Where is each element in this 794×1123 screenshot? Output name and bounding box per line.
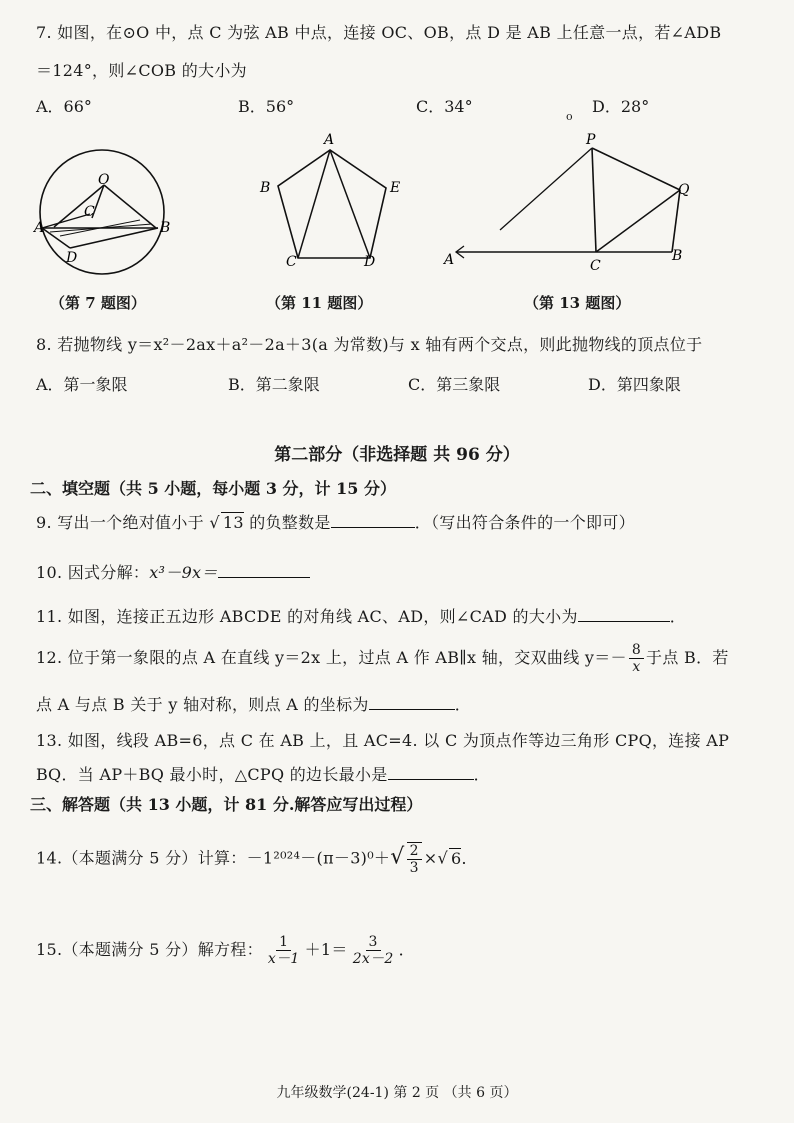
q14	[36, 842, 478, 876]
figure-7-caption: （第 7 题图）	[50, 294, 146, 312]
q11	[36, 604, 686, 627]
q9-suffix: ．（写出符合条件的一个即可）	[414, 513, 635, 532]
fig11-label-c: C	[286, 254, 297, 270]
q8-option-c: C．第三象限	[408, 375, 501, 394]
q15-prefix: 15.（本题满分 5 分）解方程：	[36, 940, 263, 959]
q15-mid: ＋1＝	[304, 940, 348, 959]
fig11-label-d: D	[364, 254, 376, 270]
q15-numerator-2: 3	[366, 934, 381, 951]
q14-times: ×	[423, 848, 438, 868]
fig11-label-b: B	[260, 180, 271, 196]
section3-heading: 三、解答题（共 13 小题，计 81 分.解答应写出过程）	[30, 795, 423, 814]
part2-title: 第二部分（非选择题 共 96 分）	[274, 445, 520, 465]
q10-answer-blank	[218, 577, 310, 578]
q14-denominator: 3	[409, 860, 419, 876]
q8-option-b: B．第二象限	[228, 375, 320, 394]
q12-prefix: 12. 位于第一象限的点 A 在直线 y＝2x 上，过点 A 作 AB∥x 轴，交双曲线 y＝－	[36, 648, 627, 667]
q15-denominator-2: 2x－2	[352, 951, 394, 967]
q7-option-c: C．34°	[416, 97, 473, 116]
q12-fraction	[629, 642, 644, 675]
q14-numerator: 2	[407, 843, 422, 860]
q12-line2	[36, 692, 471, 715]
q12-numerator: 8	[629, 642, 644, 659]
q14-prefix: 14.（本题满分 5 分）计算：－1²⁰²⁴－(π－3)⁰＋	[36, 848, 391, 868]
figure-11-diagram	[258, 128, 418, 278]
q11-suffix: ．	[669, 607, 687, 626]
sqrt-sign: √	[209, 513, 220, 532]
fig7-label-c: C	[84, 204, 95, 220]
q15-end: ．	[398, 940, 415, 959]
q15-denominator-1: x－1	[267, 951, 300, 967]
q9-prefix: 9. 写出一个绝对值小于	[36, 513, 210, 532]
q14-radicand: 6	[451, 848, 462, 868]
q10	[36, 560, 310, 583]
figure-13-caption: （第 13 题图）	[524, 294, 631, 312]
q8-option-d: D．第四象限	[588, 375, 681, 394]
q14-end: ．	[461, 848, 478, 868]
fig13-label-b: B	[672, 248, 683, 264]
q10-prefix: 10. 因式分解：	[36, 563, 150, 582]
fig13-label-a: A	[444, 252, 455, 268]
fig7-label-b: B	[160, 220, 171, 236]
q7-option-d: D．28°	[592, 97, 650, 116]
q12-line2-suffix: ．	[454, 695, 472, 714]
figure-7-diagram	[30, 140, 190, 280]
sqrt-sign: √	[390, 844, 405, 870]
q7-line2: ＝124°，则∠COB 的大小为	[36, 61, 247, 80]
q7-option-b: B．56°	[238, 97, 295, 116]
fig13-label-c: C	[590, 258, 601, 274]
q13-line1: 13. 如图，线段 AB=6，点 C 在 AB 上，且 AC=4. 以 C 为顶点作等边三角形 CPQ，连接 AP	[36, 731, 730, 750]
q15-fraction-1	[265, 934, 303, 967]
fig13-label-q: Q	[678, 182, 690, 198]
fig13-label-p: P	[586, 132, 596, 148]
fig11-label-a: A	[324, 132, 335, 148]
q12-line1	[36, 642, 729, 675]
q9-mid: 的负整数是	[243, 513, 331, 532]
q15	[36, 934, 415, 967]
q12-line2-text: 点 A 与点 B 关于 y 轴对称，则点 A 的坐标为	[36, 695, 369, 714]
q8-text: 8. 若抛物线 y＝x²－2ax＋a²－2a＋3(a 为常数)与 x 轴有两个交点，则此抛物线的顶点位于	[36, 335, 703, 354]
sqrt-sign: √	[437, 848, 448, 868]
q11-text: 11. 如图，连接正五边形 ABCDE 的对角线 AC、AD，则∠CAD 的大小为	[36, 607, 578, 626]
q13-answer-blank	[388, 779, 474, 780]
q9	[36, 510, 635, 533]
q9-radicand: 13	[222, 513, 244, 532]
q15-numerator-1: 1	[276, 934, 291, 951]
q9-answer-blank	[331, 527, 415, 528]
fig7-label-a: A	[34, 220, 45, 236]
q10-expr: x³－9x＝	[149, 563, 218, 582]
q13-line2-text: BQ．当 AP＋BQ 最小时，△CPQ 的边长最小是	[36, 765, 388, 784]
q7-line1: 7. 如图，在⊙O 中，点 C 为弦 AB 中点，连接 OC、OB，点 D 是 AB 上任意一点，若∠ADB	[36, 23, 722, 42]
q13-line2-suffix: ．	[473, 765, 490, 784]
q12-denominator: x	[632, 659, 641, 675]
figure-11-caption: （第 11 题图）	[266, 294, 373, 312]
q13-line2	[36, 762, 490, 785]
section2-heading: 二、填空题（共 5 小题，每小题 3 分，计 15 分）	[30, 479, 396, 498]
q11-answer-blank	[578, 621, 670, 622]
stray-mark: o	[566, 110, 573, 123]
q7-option-a: A．66°	[36, 97, 92, 116]
q12-answer-blank	[369, 709, 455, 710]
q15-fraction-2	[350, 934, 397, 967]
fig11-label-e: E	[390, 180, 401, 196]
fig7-label-d: D	[66, 250, 78, 266]
q12-suffix: 于点 B．若	[646, 648, 729, 667]
page-footer: 九年级数学(24-1) 第 2 页 （共 6 页）	[276, 1085, 518, 1101]
figure-13-diagram	[440, 130, 710, 280]
q14-fraction	[407, 842, 422, 876]
fig7-label-o: O	[98, 172, 110, 188]
q8-option-a: A．第一象限	[36, 375, 128, 394]
